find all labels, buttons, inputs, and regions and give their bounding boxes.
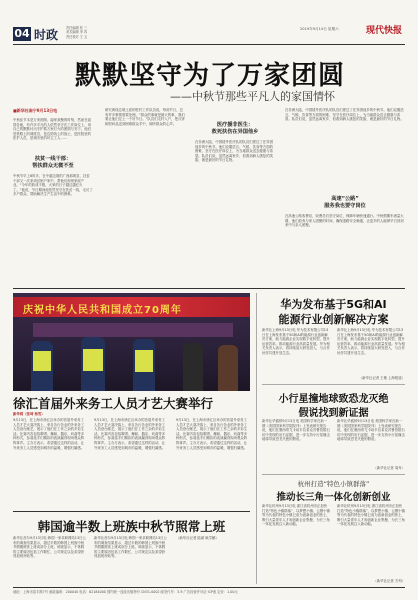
col3-text: 在非洲大陆，中国援外医疗队的队员们度过了在异国他乡的中秋节。他们克服语言、气候、饮食等方面的困难，坚守在医疗岗位上，为当地群众送去健康与希望。队员们说，虽然远离家乡，但看到病人康复的笑脸，就是最好的节日礼物。 (195, 140, 273, 163)
col1-subhead: 扶贫一线干部： 帮扶群众无微不至 (32, 156, 74, 169)
main-story-col2 (105, 108, 185, 284)
performer-figure (183, 343, 203, 391)
divider-asteroid (262, 384, 405, 385)
vertical-divider (256, 293, 257, 584)
page-number-badge: 04 (14, 27, 30, 40)
asteroid-text-col1: 新华社华盛顿9月13日电 美国科学家在新一期《美国国家科学院院刊》上发表研究报告说，他们在墨西哥尤卡坦半岛希克苏鲁伯陨石坑中发现的岩石证据，进一步支持小行星撞击地球导致恐龙灭绝的假说。 (262, 419, 330, 442)
col2-text: 研究黄线边境土质的驻村工作队员说，每到节日，总有许多事情需要处理。“群众的事就是最大的事，我们要让他们过上一个好节日。”队员们走村入户，把月饼和慰问品送到困难群众手中，倾听群众的心声。 (105, 108, 185, 126)
photo-caption: 徐汇首届外来务工人员才艺大赛举行 (13, 396, 214, 411)
col4-subhead: 高速“公路” 服务我也要守岗位 (324, 196, 366, 209)
performer-figure (218, 345, 238, 391)
main-headline: 默默坚守为了万家团圆 (74, 61, 345, 91)
stage-screen (33, 323, 233, 337)
hangzhou-headline: 推动长三角一体化创新创业 (276, 492, 391, 503)
divider-korea (13, 511, 250, 512)
korea-text-col1: 新华社首尔9月13日电 韩国一家求职网站13日公布的调查结果显示，超过半数的韩国上班族中秋节假期照常上班或部分上班。调查显示，不休假的主要原因包括工作繁忙、公司规定以及希望获得加班补贴等。 (13, 536, 86, 559)
editor-line: 美术编辑 李 四 (66, 30, 88, 35)
xuhui-story (13, 412, 250, 512)
col4-text: 在高速公路收费站，收费员们坚守岗位，保障车辆快速通行。中秋假期车流量大增，他们放弃与家人团聚的时间，确保道路安全畅通，让更多的人能够早日回到家中与亲人团聚。 (285, 214, 404, 228)
korea-text-col2: 新华社首尔9月13日电 韩国一家求职网站13日公布的调查结果显示，超过半数的韩国上班族中秋节假期照常上班或部分上班。调查显示，不休假的主要原因包括工作繁忙、公司规定以及希望获得加班补贴等。 (94, 536, 167, 559)
asteroid-headline-2: 假说找到新证据 (298, 408, 369, 419)
section-title: 时政 (34, 28, 59, 42)
main-story-col4 (285, 108, 405, 284)
editor-info (66, 26, 87, 39)
huawei-source: （新华社记者 王敏 上海报道） (358, 376, 405, 380)
korea-headline: 韩国逾半数上班族中秋节照常上班 (37, 519, 226, 534)
xuhui-text-col2: 9月13日，在上海市徐汇区举办的首届外来务工人员才艺大赛决赛上，来自各行各业的外来务工人员登台献艺，展示了他们在工作之余的多彩生活。比赛内容包括歌唱、舞蹈、器乐、戏曲等多种形式，参赛选手们精彩的表演赢得现场观众阵阵掌声。主办方表示，希望通过这样的活动，让外来务工人员感受到城市的温暖，增强归属感。 (94, 418, 166, 450)
byline: ■新华社南宁9月13日电 (13, 108, 58, 113)
huawei-headline-1: 华为发布基于5G和AI (280, 298, 387, 311)
performer-vest (83, 349, 103, 371)
editor-line: 责任校对 王 五 (66, 34, 88, 39)
performer-vest (33, 351, 51, 371)
asteroid-text-col2: 新华社华盛顿9月13日电 美国科学家在新一期《美国国家科学院院刊》上发表研究报告说，他们在墨西哥尤卡坦半岛希克苏鲁伯陨石坑中发现的岩石证据，进一步支持小行星撞击地球导致恐龙灭绝的假说。 (337, 419, 405, 442)
huawei-text-col2: 新华社上海9月13日电 华为技术有限公司13日在上海发布基于5G和AI的能源行业创新解决方案，助力能源企业实现数字化转型，提升运营效率，推动能源行业高质量发展。华为相关负责人表示，将持续加大研发投入，与合作伙伴共建开放生态。 (337, 328, 405, 355)
issue-date: 2019年9月14日 星期六 (300, 27, 339, 31)
hangzhou-source: （新华社记者 方列） (373, 579, 405, 583)
hangzhou-text-col2: 新华社杭州9月13日电 浙江省杭州市正加快打造“特色小镇群落”，以梦想小镇、云栖小镇等为代表的特色小镇已成为创新创业的热土，吸引大量青年人才和创新企业集聚，为长三角一体化发展注入新动能。 (337, 504, 405, 527)
xuhui-text-col1: 9月13日，在上海市徐汇区举办的首届外来务工人员才艺大赛决赛上，来自各行各业的外来务工人员登台献艺，展示了他们在工作之余的多彩生活。比赛内容包括歌唱、舞蹈、器乐、戏曲等多种形式，参赛选手们精彩的表演赢得现场观众阵阵掌声。主办方表示，希望通过这样的活动，让外来务工人员感受到城市的温暖，增强归属感。 (13, 418, 85, 450)
huawei-text-col1: 新华社上海9月13日电 华为技术有限公司13日在上海发布基于5G和AI的能源行业创新解决方案，助力能源企业实现数字化转型，提升运营效率，推动能源行业高质量发展。华为相关负责人表示，将持续加大研发投入，与合作伙伴共建开放生态。 (262, 328, 330, 355)
korea-story (13, 536, 250, 584)
intro-text: 中秋佳节本是万家团圆、阖家欢聚的时刻，然而在祖国各地，有许多平凡的人依然坚守在工作岗位上，用自己的默默付出守护着万家灯火的团圆与安宁。他们是铁路上的调度员，是边防线上的战士，是医院里的医护人员，是城市里的环卫工人…… (13, 118, 91, 141)
col1-text: 中秋节早上8时多，在中越边境的广西那坡县，扶贫干部又一次来到贫困户家中，帮他们规划家庭产业。“今年的收成不错，大家的日子越过越红火了。”他说，节日期间他依然坚守在扶贫一线，走访了多户群众，帮助解决生产生活中的困难。 (13, 174, 93, 197)
huawei-headline-2: 能源行业创新解决方案 (278, 313, 389, 326)
xuhui-text-col3: 9月13日，在上海市徐汇区举办的首届外来务工人员才艺大赛决赛上，来自各行各业的外来务工人员登台献艺，展示了他们在工作之余的多彩生活。比赛内容包括歌唱、舞蹈、器乐、戏曲等多种形式，参赛选手们精彩的表演赢得现场观众阵阵掌声。主办方表示，希望通过这样的活动，让外来务工人员感受到城市的温暖，增强归属感。 (176, 418, 248, 450)
banner-text: 庆祝中华人民共和国成立70周年 (23, 305, 182, 316)
main-story-col3 (195, 108, 275, 284)
col3-subhead: 医疗援非医生： 救死扶伤在异国他乡 (211, 122, 259, 135)
hangzhou-kicker: 杭州打造“特色小镇群落” (297, 480, 370, 488)
asteroid-source: （新华社记者 周舟） (373, 466, 405, 470)
event-photo (13, 293, 250, 391)
main-subheadline: ——中秋节那些平凡人的家国情怀 (170, 90, 335, 103)
main-story-col1 (13, 108, 93, 284)
korea-text-col3: （新华社记者 陆睿 耿学鹏） (176, 536, 219, 540)
asteroid-headline-1: 小行星撞地球致恐龙灭绝 (278, 394, 389, 405)
divider-hangzhou (262, 474, 405, 475)
masthead-rule (13, 44, 405, 45)
editor-line: 责任编辑 张 三 (66, 26, 88, 30)
col4-text-top: 在非洲大陆，中国援外医疗队的队员们度过了在异国他乡的中秋节。他们克服语言、气候、饮食等方面的困难，坚守在医疗岗位上，为当地群众送去健康与希望。队员们说，虽然远离家乡，但看到病人康复的笑脸，就是最好的节日礼物。 (285, 108, 404, 122)
footer-text: 地址：上海市富丰路7号 邮政编码：200040 电话：62184000 国内统一连续出版物号 CN31-0002 邮发代号：3-9 广告经营许可证 ICP备 定价：1.00元 (13, 590, 238, 594)
section-divider (13, 288, 405, 289)
hangzhou-text-col1: 新华社杭州9月13日电 浙江省杭州市正加快打造“特色小镇群落”，以梦想小镇、云栖小镇等为代表的特色小镇已成为创新创业的热土，吸引大量青年人才和创新企业集聚，为长三角一体化发展注入新动能。 (262, 504, 330, 527)
newspaper-logo: 现代快报 (366, 26, 403, 36)
masthead (0, 0, 418, 48)
performer-vest (135, 350, 153, 372)
xuhui-byline: 新华网（张琦 杨雪） (13, 412, 45, 416)
footer-rule (13, 587, 405, 588)
